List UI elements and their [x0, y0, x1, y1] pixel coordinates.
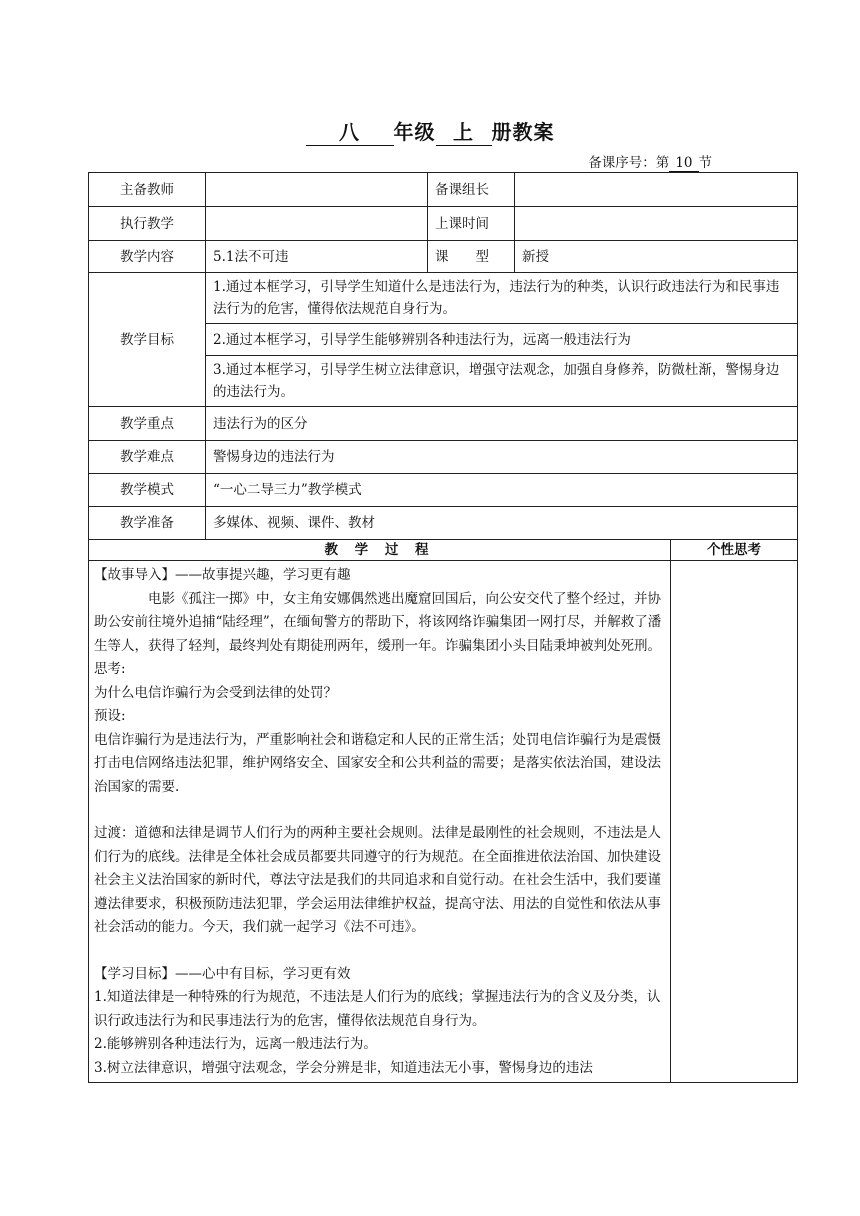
mode-label: 教学模式 [89, 474, 206, 507]
group-leader-label: 备课组长 [428, 173, 515, 207]
seq-number: 10 [669, 155, 698, 172]
goal-item-2: 2.通过本框学习，引导学生能够辨别各种违法行为，远离一般违法行为 [206, 324, 798, 356]
volume-value: 上 [436, 116, 492, 146]
exec-teaching-value [206, 207, 428, 241]
learning-goals-title: 【学习目标】——心中有目标，学习更有效 [94, 965, 351, 982]
preset-text: 电信诈骗行为是违法行为，严重影响社会和谐稳定和人民的正常生活；处罚电信诈骗行为是震慑打击电信网络违法犯罪，维护网络安全、国家安全和公共利益的需要；是落实依法治国，建设法治国家的需要. [94, 731, 661, 795]
personal-thoughts-column [671, 561, 798, 1083]
key-point-value: 违法行为的区分 [206, 407, 798, 441]
key-point-label: 教学重点 [89, 407, 206, 441]
group-leader-value [515, 173, 798, 207]
learning-goal-3: 3.树立法律意识，增强守法观念，学会分辨是非，知道违法无小事，警惕身边的违法 [94, 1059, 593, 1076]
preset-label: 预设: [94, 708, 126, 724]
seq-suffix: 节 [698, 155, 712, 171]
think-label: 思考: [94, 661, 126, 677]
difficulty-value: 警惕身边的违法行为 [206, 441, 798, 474]
lesson-plan-table [88, 172, 798, 1083]
learning-goal-1: 1.知道法律是一种特殊的行为规范，不违法是人们行为的底线；掌握违法行为的含义及分类，认识行政违法行为和民事违法行为的危害，懂得依法规范自身行为。 [94, 989, 661, 1029]
content-value: 5.1法不可违 [206, 241, 428, 273]
learning-goal-2: 2.能够辨别各种违法行为，远离一般违法行为。 [94, 1036, 377, 1052]
type-label: 课 型 [428, 241, 515, 273]
difficulty-label: 教学难点 [89, 441, 206, 474]
story-text: 电影《孤注一掷》中，女主角安娜偶然逃出魔窟回国后，向公安交代了整个经过，并协助公安前往境外追捕“陆经理”，在缅甸警方的帮助下，将该网络诈骗集团一网打尽，并解救了潘生等人，获得了轻判，最终判处有期徒刑两年，缓刑一年。诈骗集团小头目陆秉坤被判处死刑。 [94, 590, 662, 654]
prep-label: 教学准备 [89, 507, 206, 540]
seq-prefix: 备课序号：第 [588, 155, 670, 171]
goals-label: 教学目标 [89, 273, 206, 407]
prep-value: 多媒体、视频、课件、教材 [206, 507, 798, 540]
mode-value: “一心二导三力”教学模式 [206, 474, 798, 507]
lesson-sequence [588, 151, 712, 172]
transition-text: 过渡：道德和法律是调节人们行为的两种主要社会规则。法律是最刚性的社会规则，不违法是人们行为的底线。法律是全体社会成员都要共同遵守的行为规范。在全面推进依法治国、加快建设社会主义法治国家的新时代，尊法守法是我们的共同追求和自觉行动。在社会生活中，我们要谨遵法律要求，积极预防违法犯罪，学会运用法律维护权益，提高守法、用法的自觉性和依法从事社会活动的能力。今天，我们就一起学习《法不可违》。 [94, 825, 661, 935]
goal-item-3: 3.通过本框学习，引导学生树立法律意识，增强守法观念，加强自身修养，防微杜渐，警惕身边的违法行为。 [206, 356, 798, 407]
document-title [0, 116, 860, 146]
process-body [89, 561, 671, 1083]
think-question: 为什么电信诈骗行为会受到法律的处罚？ [94, 684, 337, 701]
class-time-value [515, 207, 798, 241]
exec-teaching-label: 执行教学 [89, 207, 206, 241]
class-time-label: 上课时间 [428, 207, 515, 241]
type-value: 新授 [515, 241, 798, 273]
content-label: 教学内容 [89, 241, 206, 273]
goal-item-1: 1.通过本框学习，引导学生知道什么是违法行为，违法行为的种类，认识行政违法行为和民事违法行为的危害，懂得依法规范自身行为。 [206, 273, 798, 324]
grade-suffix: 年级 [393, 120, 436, 144]
process-heading: 教 学 过 程 [89, 540, 671, 561]
story-title: 【故事导入】——故事提兴趣，学习更有趣 [94, 567, 351, 583]
volume-suffix: 册教案 [491, 120, 555, 144]
grade-value: 八 [306, 116, 394, 146]
personal-thoughts-heading: 个性思考 [671, 540, 798, 561]
lead-teacher-label: 主备教师 [89, 173, 206, 207]
lead-teacher-value [206, 173, 428, 207]
